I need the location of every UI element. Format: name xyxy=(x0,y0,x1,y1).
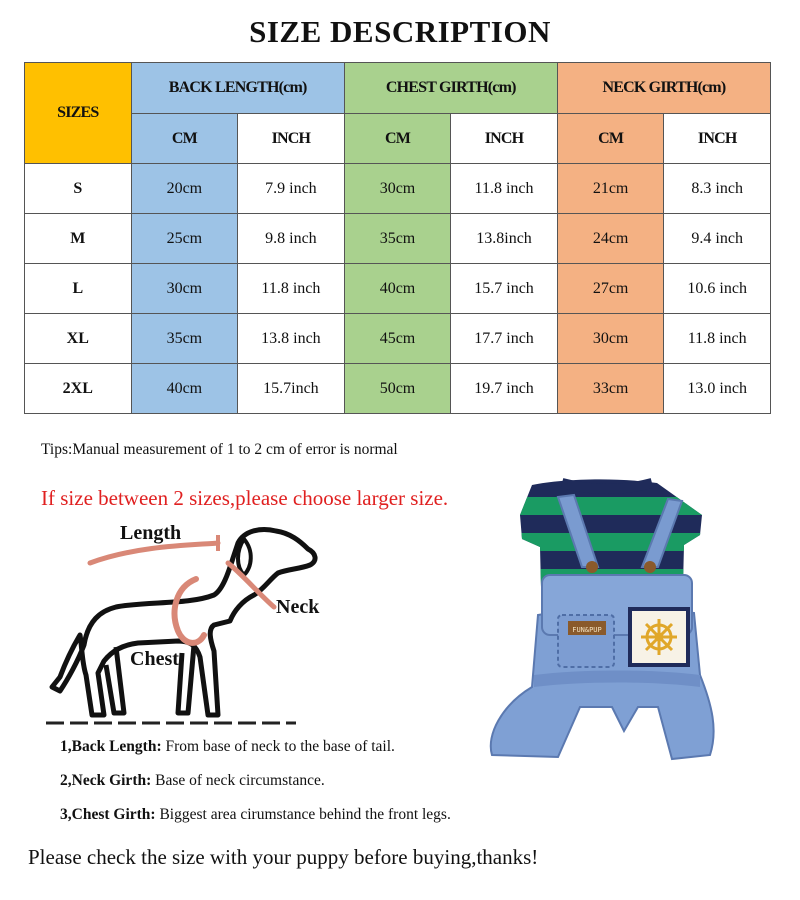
back-length-line xyxy=(90,543,218,563)
neck-cm-cell: 24cm xyxy=(557,214,664,264)
product-overalls-image xyxy=(462,475,737,765)
size-cell: S xyxy=(25,164,132,214)
back-inch-cell: 9.8 inch xyxy=(238,214,345,264)
dog-measurement-diagram xyxy=(38,515,338,735)
neck-label: Neck xyxy=(276,596,320,618)
back-cm-cell: 40cm xyxy=(131,364,238,414)
neck-inch-cell: 11.8 inch xyxy=(664,314,771,364)
definition-back-length xyxy=(60,738,395,756)
size-cell: 2XL xyxy=(25,364,132,414)
chest-cm-cell: 30cm xyxy=(344,164,451,214)
chest-cm-cell: 50cm xyxy=(344,364,451,414)
back-inch-cell: 7.9 inch xyxy=(238,164,345,214)
size-cell: XL xyxy=(25,314,132,364)
definition-term: 1,Back Length: xyxy=(60,738,162,755)
chest-cm-cell: 35cm xyxy=(344,214,451,264)
table-row xyxy=(25,264,771,314)
neck-inch-cell: 10.6 inch xyxy=(664,264,771,314)
size-cell: L xyxy=(25,264,132,314)
size-cell: M xyxy=(25,214,132,264)
ship-wheel-icon xyxy=(641,619,677,655)
dog-silhouette-icon xyxy=(52,530,315,716)
pocket-tag-text: FUN&PUP xyxy=(572,626,602,634)
page-title: SIZE DESCRIPTION xyxy=(249,14,551,49)
back-cm-cell: 25cm xyxy=(131,214,238,264)
neck-inch-cell: 13.0 inch xyxy=(664,364,771,414)
definition-neck-girth xyxy=(60,772,325,790)
back-cm-cell: 30cm xyxy=(131,264,238,314)
neck-cm-cell: 27cm xyxy=(557,264,664,314)
chest-inch-cell: 19.7 inch xyxy=(451,364,558,414)
neck-cm-header: CM xyxy=(557,114,664,164)
back-cm-header: CM xyxy=(131,114,238,164)
back-cm-cell: 35cm xyxy=(131,314,238,364)
back-cm-cell: 20cm xyxy=(131,164,238,214)
tips-text: Tips:Manual measurement of 1 to 2 cm of error is normal xyxy=(41,441,398,458)
chest-girth-line xyxy=(175,579,204,643)
definition-chest-girth xyxy=(60,806,451,824)
neck-inch-cell: 9.4 inch xyxy=(664,214,771,264)
back-inch-cell: 15.7inch xyxy=(238,364,345,414)
chest-girth-header: CHEST GIRTH(cm) xyxy=(344,63,557,114)
neck-cm-cell: 21cm xyxy=(557,164,664,214)
choose-larger-note: If size between 2 sizes,please choose larger size. xyxy=(41,486,449,510)
closing-note: Please check the size with your puppy before buying,thanks! xyxy=(28,845,539,869)
neck-cm-cell: 30cm xyxy=(557,314,664,364)
chest-label: Chest xyxy=(130,648,179,670)
definition-text: Base of neck circumstance. xyxy=(151,772,325,789)
table-row xyxy=(25,364,771,414)
chest-cm-cell: 45cm xyxy=(344,314,451,364)
back-inch-cell: 11.8 inch xyxy=(238,264,345,314)
chest-cm-cell: 40cm xyxy=(344,264,451,314)
table-row xyxy=(25,314,771,364)
chest-inch-cell: 17.7 inch xyxy=(451,314,558,364)
neck-girth-header: NECK GIRTH(cm) xyxy=(557,63,770,114)
back-length-header: BACK LENGTH(cm) xyxy=(131,63,344,114)
table-row xyxy=(25,214,771,264)
definition-text: Biggest area cirumstance behind the front legs. xyxy=(155,806,451,823)
sizes-header: SIZES xyxy=(25,63,132,164)
length-label: Length xyxy=(120,522,182,544)
neck-cm-cell: 33cm xyxy=(557,364,664,414)
chest-inch-cell: 13.8inch xyxy=(451,214,558,264)
chest-cm-header: CM xyxy=(344,114,451,164)
table-row xyxy=(25,164,771,214)
chest-inch-cell: 11.8 inch xyxy=(451,164,558,214)
chest-inch-cell: 15.7 inch xyxy=(451,264,558,314)
size-table xyxy=(24,62,771,414)
definition-term: 3,Chest Girth: xyxy=(60,806,156,823)
neck-inch-cell: 8.3 inch xyxy=(664,164,771,214)
definition-text: From base of neck to the base of tail. xyxy=(161,738,395,755)
back-inch-header: INCH xyxy=(238,114,345,164)
definition-term: 2,Neck Girth: xyxy=(60,772,152,789)
back-inch-cell: 13.8 inch xyxy=(238,314,345,364)
chest-inch-header: INCH xyxy=(451,114,558,164)
neck-inch-header: INCH xyxy=(664,114,771,164)
